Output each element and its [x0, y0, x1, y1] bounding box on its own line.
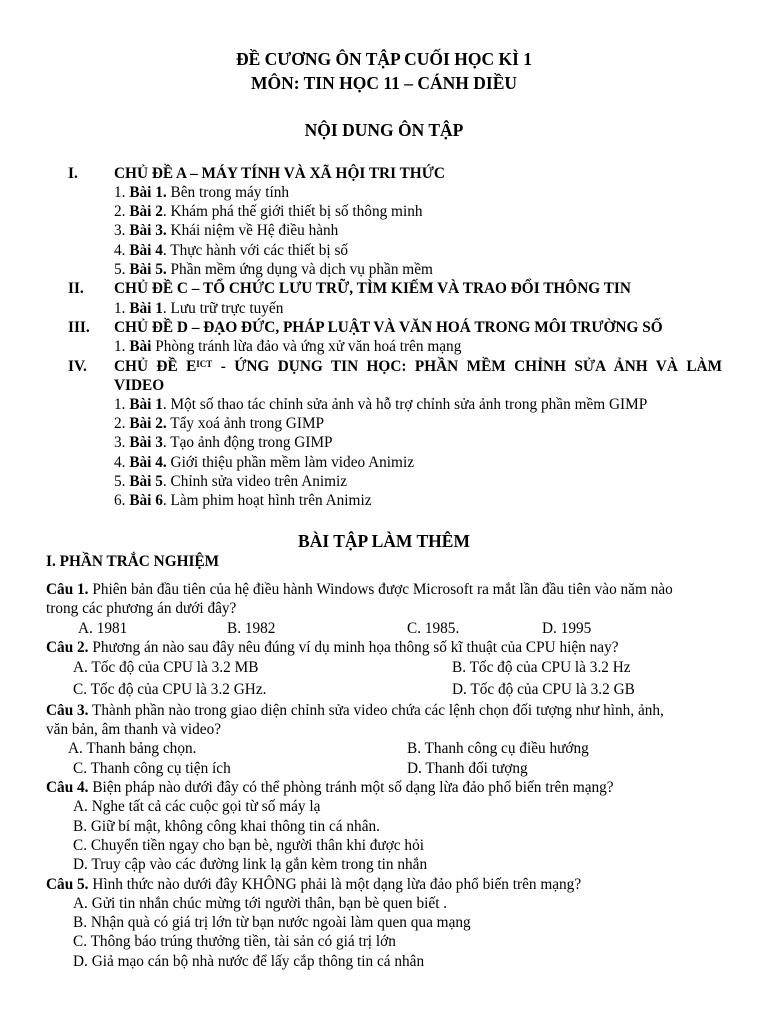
lesson-item: 1. Bài 1. Một số thao tác chỉnh sửa ảnh và hỗ trợ chỉnh sửa ảnh trong phần mềm GIMP [114, 396, 648, 413]
answer-option: C. Tốc độ của CPU là 3.2 GHz. [73, 681, 267, 698]
doc-subtitle: MÔN: TIN HỌC 11 – CÁNH DIỀU [250, 73, 518, 93]
answer-option: D. Truy cập vào các đường link lạ gắn kèm trong tin nhắn [73, 856, 428, 873]
content-heading: NỘI DUNG ÔN TẬP [304, 120, 464, 140]
answer-option: B. Tốc độ của CPU là 3.2 Hz [452, 659, 631, 676]
lesson-item: 1. Bài Phòng tránh lừa đảo và ứng xử văn hoá trên mạng [114, 338, 462, 355]
section-num: I. [68, 165, 78, 182]
answer-option: B. Thanh công cụ điều hướng [407, 740, 589, 757]
part-heading: I. PHẦN TRẮC NGHIỆM [46, 553, 220, 570]
section-title-cont: VIDEO [114, 377, 165, 394]
lesson-item: 5. Bài 5. Phần mềm ứng dụng và dịch vụ phần mềm [114, 261, 433, 278]
answer-option: C. 1985. [407, 620, 460, 637]
lesson-item: 6. Bài 6. Làm phim hoạt hình trên Animiz [114, 492, 372, 509]
answer-option: A. 1981 [78, 620, 128, 637]
answer-option: D. Giả mạo cán bộ nhà nước để lấy cắp thông tin cá nhân [73, 953, 425, 970]
doc-title: ĐỀ CƯƠNG ÔN TẬP CUỐI HỌC KÌ 1 [235, 49, 533, 69]
answer-option: A. Tốc độ của CPU là 3.2 MB [73, 659, 259, 676]
lesson-item: 4. Bài 4. Giới thiệu phần mềm làm video Animiz [114, 454, 414, 471]
question-text: Câu 4. Biện pháp nào dưới đây có thể phòng tránh một số dạng lừa đảo phổ biến trên mạng? [46, 779, 614, 796]
answer-option: A. Nghe tất cả các cuộc gọi từ số máy lạ [73, 798, 321, 815]
section-title: CHỦ ĐỀ A – MÁY TÍNH VÀ XÃ HỘI TRI THỨC [114, 165, 445, 182]
section-num: IV. [68, 358, 87, 375]
section-num: III. [68, 319, 90, 336]
section-title: CHỦ ĐỀ D – ĐẠO ĐỨC, PHÁP LUẬT VÀ VĂN HOÁ TRONG MÔI TRƯỜNG SỐ [114, 319, 663, 336]
question-text: Câu 3. Thành phần nào trong giao diện chỉnh sửa video chứa các lệnh chọn đối tượng như hình, ảnh, [46, 702, 664, 719]
question-text: Câu 5. Hình thức nào dưới đây KHÔNG phải là một dạng lừa đảo phổ biến trên mạng? [46, 876, 582, 893]
answer-option: D. 1995 [542, 620, 592, 637]
lesson-item: 2. Bài 2. Khám phá thế giới thiết bị số thông minh [114, 203, 423, 220]
section-num: II. [68, 280, 84, 297]
answer-option: C. Chuyển tiền ngay cho bạn bè, người thân khi được hỏi [73, 837, 424, 854]
answer-option: D. Tốc độ của CPU là 3.2 GB [452, 681, 635, 698]
question-text: Câu 2. Phương án nào sau đây nêu đúng ví dụ minh họa thông số kĩ thuật của CPU hiện nay? [46, 639, 619, 656]
answer-option: B. 1982 [227, 620, 276, 637]
lesson-item: 3. Bài 3. Tạo ảnh động trong GIMP [114, 434, 333, 451]
lesson-item: 1. Bài 1. Lưu trữ trực tuyến [114, 300, 284, 317]
question-text-cont: văn bản, âm thanh và video? [46, 721, 222, 738]
answer-option: A. Gửi tin nhắn chúc mừng tới người thân, bạn bè quen biết . [73, 895, 448, 912]
answer-option: A. Thanh bảng chọn. [68, 740, 197, 757]
lesson-item: 4. Bài 4. Thực hành với các thiết bị số [114, 242, 349, 259]
exercises-heading: BÀI TẬP LÀM THÊM [298, 531, 470, 551]
answer-option: C. Thanh công cụ tiện ích [73, 760, 231, 777]
lesson-item: 1. Bài 1. Bên trong máy tính [114, 184, 290, 201]
question-text: Câu 1. Phiên bản đầu tiên của hệ điều hành Windows được Microsoft ra mắt lần đầu tiên vào năm nào [46, 581, 673, 598]
answer-option: D. Thanh đối tượng [407, 760, 528, 777]
lesson-item: 2. Bài 2. Tẩy xoá ảnh trong GIMP [114, 415, 325, 432]
question-text-cont: trong các phương án dưới đây? [46, 600, 237, 617]
answer-option: B. Nhận quà có giá trị lớn từ bạn nước ngoài làm quen qua mạng [73, 914, 471, 931]
section-title: CHỦ ĐỀ C – TỔ CHỨC LƯU TRỮ, TÌM KIẾM VÀ TRAO ĐỔI THÔNG TIN [114, 280, 631, 297]
answer-option: C. Thông báo trúng thưởng tiền, tài sản có giá trị lớn [73, 933, 396, 950]
section-title: CHỦ ĐỀ $E^{ICT}$ - ỨNG DỤNG TIN HỌC: PHẦN MỀM CHỈNH SỬA ẢNH VÀ LÀM [114, 358, 723, 375]
answer-option: B. Giữ bí mật, không công khai thông tin cá nhân. [73, 818, 380, 835]
lesson-item: 3. Bài 3. Khái niệm về Hệ điều hành [114, 222, 339, 239]
lesson-item: 5. Bài 5. Chỉnh sửa video trên Animiz [114, 473, 348, 490]
